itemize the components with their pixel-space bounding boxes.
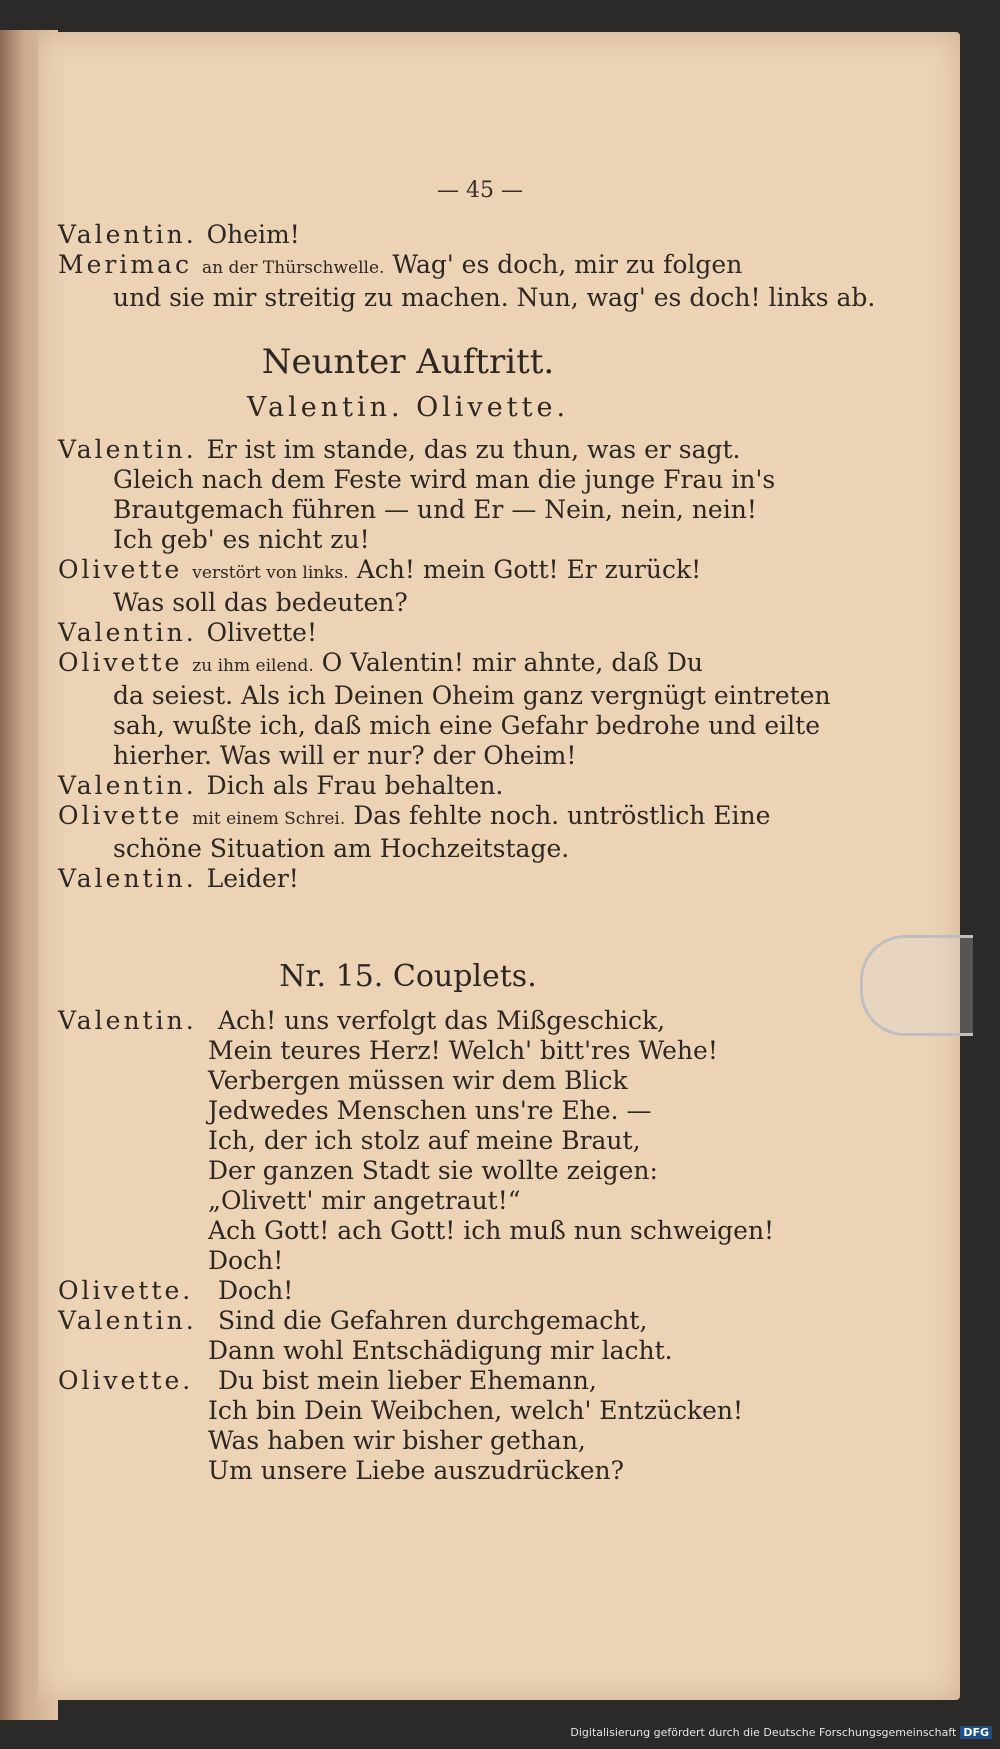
text-line bbox=[58, 648, 758, 681]
line-text: Das fehlte noch. untröstlich Eine bbox=[353, 801, 771, 830]
text-line bbox=[58, 1396, 758, 1426]
speaker-name: Valentin. bbox=[58, 1306, 197, 1335]
text-line bbox=[58, 801, 771, 834]
speaker-name: Olivette. bbox=[58, 1366, 194, 1395]
page-text bbox=[58, 220, 876, 1486]
line-text: Ach Gott! ach Gott! ich muß nun schweigen! bbox=[208, 1216, 775, 1245]
text-line bbox=[58, 1006, 758, 1036]
line-text: Was soll das bedeuten? bbox=[113, 588, 408, 617]
page-number: — 45 — bbox=[437, 178, 523, 203]
text-line bbox=[58, 1216, 775, 1246]
text-line bbox=[58, 495, 758, 525]
line-text: schöne Situation am Hochzeitstage. bbox=[113, 834, 570, 863]
text-line bbox=[58, 771, 758, 801]
text-line bbox=[58, 1186, 758, 1216]
line-text: Um unsere Liebe auszudrücken? bbox=[208, 1456, 624, 1485]
song-lyrics bbox=[58, 1006, 775, 1486]
line-text: Ich bin Dein Weibchen, welch' Entzücken! bbox=[208, 1396, 744, 1425]
speaker-name: Olivette bbox=[58, 555, 183, 584]
text-line bbox=[58, 1126, 758, 1156]
text-line bbox=[58, 1456, 758, 1486]
line-text: Er ist im stande, das zu thun, was er sagt. bbox=[206, 435, 741, 464]
stage-direction: mit einem Schrei. bbox=[192, 809, 346, 829]
line-text: Sind die Gefahren durchgemacht, bbox=[218, 1306, 648, 1335]
text-line bbox=[58, 1156, 758, 1186]
speaker-name: Olivette bbox=[58, 801, 183, 830]
footer-text: Digitalisierung gefördert durch die Deutsche Forschungsgemeinschaft bbox=[570, 1726, 957, 1739]
stage-direction: zu ihm eilend. bbox=[192, 656, 314, 676]
line-text: Doch! bbox=[208, 1246, 284, 1275]
text-line bbox=[58, 435, 758, 465]
text-line bbox=[58, 1336, 758, 1366]
line-text: Mein teures Herz! Welch' bitt'res Wehe! bbox=[208, 1036, 718, 1065]
text-line bbox=[58, 1036, 758, 1066]
text-line bbox=[58, 1096, 758, 1126]
speaker-name: Valentin. bbox=[58, 1006, 197, 1035]
line-text: Wag' es doch, mir zu folgen bbox=[392, 250, 743, 279]
line-text: sah, wußte ich, daß mich eine Gefahr bedrohe und eilte bbox=[113, 711, 820, 740]
line-text: Ich, der ich stolz auf meine Braut, bbox=[208, 1126, 641, 1155]
line-text: Gleich nach dem Feste wird man die junge Frau in's bbox=[113, 465, 776, 494]
scene-heading: Neunter Auftritt. bbox=[261, 342, 555, 382]
text-line bbox=[58, 465, 776, 495]
line-text: Leider! bbox=[206, 864, 299, 893]
digitization-footer bbox=[570, 1726, 992, 1739]
speaker-name: Valentin. bbox=[58, 771, 197, 800]
text-line bbox=[58, 864, 758, 894]
line-text: Ach! mein Gott! Er zurück! bbox=[356, 555, 702, 584]
text-line bbox=[58, 711, 820, 741]
text-line bbox=[58, 555, 758, 588]
text-line bbox=[58, 1066, 758, 1096]
line-text: Olivette! bbox=[206, 618, 317, 647]
text-line bbox=[58, 525, 758, 555]
line-text: Der ganzen Stadt sie wollte zeigen: bbox=[208, 1156, 658, 1185]
number-heading: Nr. 15. Couplets. bbox=[279, 959, 537, 994]
speaker-name: Merimac bbox=[58, 250, 192, 279]
scene-characters: Valentin. Olivette. bbox=[246, 392, 570, 423]
speaker-name: Valentin. bbox=[58, 220, 197, 249]
speaker-name: Olivette. bbox=[58, 1276, 194, 1305]
text-line bbox=[58, 1366, 758, 1396]
speaker-name: Valentin. bbox=[58, 864, 197, 893]
line-text: Dann wohl Entschädigung mir lacht. bbox=[208, 1336, 673, 1365]
text-line bbox=[58, 1246, 758, 1276]
speaker-name: Olivette bbox=[58, 648, 183, 677]
line-text: Dich als Frau behalten. bbox=[206, 771, 504, 800]
line-text: Ich geb' es nicht zu! bbox=[113, 525, 370, 554]
line-text: Ach! uns verfolgt das Mißgeschick, bbox=[218, 1006, 666, 1035]
page-clip bbox=[860, 935, 973, 1036]
text-line bbox=[58, 1276, 758, 1306]
text-line bbox=[58, 741, 758, 771]
line-text: Was haben wir bisher gethan, bbox=[208, 1426, 586, 1455]
speaker-name: Valentin. bbox=[58, 435, 197, 464]
dialogue-scene bbox=[58, 435, 831, 894]
dialogue-top bbox=[58, 220, 876, 313]
text-line bbox=[58, 1426, 758, 1456]
stage-direction: verstört von links. bbox=[192, 563, 349, 583]
stage-direction: an der Thürschwelle. bbox=[201, 258, 385, 278]
line-text: Jedwedes Menschen uns're Ehe. — bbox=[208, 1096, 652, 1125]
line-text: Brautgemach führen — und Er — Nein, nein, nein! bbox=[113, 495, 757, 524]
line-text: Doch! bbox=[218, 1276, 294, 1305]
dfg-logo: DFG bbox=[960, 1726, 992, 1739]
line-text: Verbergen müssen wir dem Blick bbox=[208, 1066, 628, 1095]
text-line bbox=[58, 283, 876, 313]
speaker-name: Valentin. bbox=[58, 618, 197, 647]
text-line bbox=[58, 618, 758, 648]
line-text: Du bist mein lieber Ehemann, bbox=[218, 1366, 597, 1395]
text-line bbox=[58, 1306, 758, 1336]
line-text: da seiest. Als ich Deinen Oheim ganz vergnügt eintreten bbox=[113, 681, 831, 710]
line-text: Oheim! bbox=[206, 220, 300, 249]
line-text: hierher. Was will er nur? der Oheim! bbox=[113, 741, 577, 770]
text-line bbox=[58, 681, 831, 711]
text-line bbox=[58, 834, 758, 864]
line-text: und sie mir streitig zu machen. Nun, wag' es doch! links ab. bbox=[113, 283, 876, 312]
line-text: O Valentin! mir ahnte, daß Du bbox=[321, 648, 704, 677]
text-line bbox=[58, 250, 758, 283]
text-line bbox=[58, 220, 758, 250]
text-line bbox=[58, 588, 758, 618]
line-text: „Olivett' mir angetraut!“ bbox=[208, 1186, 521, 1215]
